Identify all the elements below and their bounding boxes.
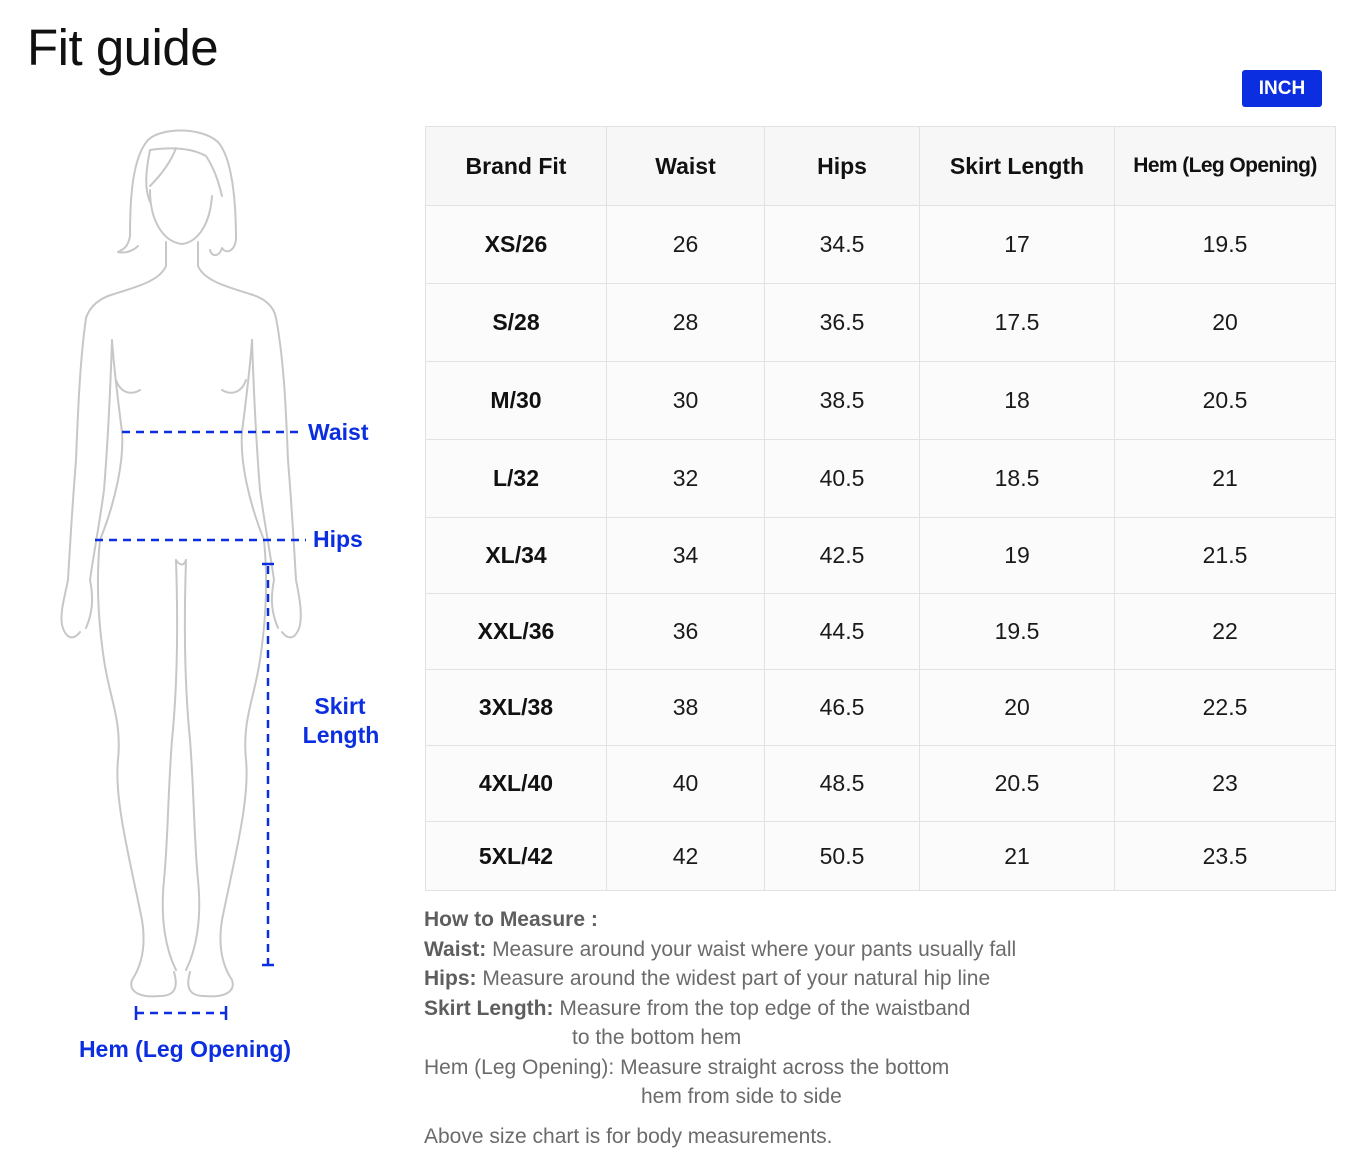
brand-fit-cell: M/30	[426, 362, 607, 440]
brand-fit-cell: XXL/36	[426, 594, 607, 670]
hips-cell: 42.5	[765, 518, 920, 594]
brand-fit-cell: S/28	[426, 284, 607, 362]
table-header-row	[426, 127, 1336, 206]
page-title: Fit guide	[27, 19, 219, 76]
skirt-length-cell: 18	[920, 362, 1115, 440]
hips-cell: 46.5	[765, 670, 920, 746]
brand-fit-cell: XS/26	[426, 206, 607, 284]
hips-instruction-label: Hips:	[424, 967, 477, 990]
table-row	[426, 822, 1336, 891]
brand-fit-cell: L/32	[426, 440, 607, 518]
table-row	[426, 670, 1336, 746]
table-row	[426, 518, 1336, 594]
table-row	[426, 746, 1336, 822]
skirt-length-cell: 19.5	[920, 594, 1115, 670]
skirt-length-instruction-text: Measure from the top edge of the waistband	[553, 996, 971, 1020]
hips-cell: 50.5	[765, 822, 920, 891]
waist-cell: 36	[607, 594, 765, 670]
skirt-length-cell: 21	[920, 822, 1115, 891]
hem-cell: 22.5	[1115, 670, 1336, 746]
waist-instruction-text: Measure around your waist where your pants usually fall	[486, 937, 1017, 961]
size-chart-table	[425, 126, 1336, 891]
hips-cell: 36.5	[765, 284, 920, 362]
table-row	[426, 362, 1336, 440]
waist-instruction-label: Waist:	[424, 937, 487, 961]
table-row	[426, 594, 1336, 670]
brand-fit-cell: 4XL/40	[426, 746, 607, 822]
waist-label: Waist	[308, 419, 369, 445]
skirt-length-label-line2: Length	[302, 722, 380, 748]
hem-cell: 23.5	[1115, 822, 1336, 891]
brand-fit-cell: 3XL/38	[426, 670, 607, 746]
hips-label: Hips	[313, 526, 363, 552]
body-figure-illustration	[0, 0, 400, 1100]
waist-cell: 42	[607, 822, 765, 891]
hem-cell: 21	[1115, 440, 1336, 518]
hem-instruction-continued: hem from side to side	[641, 1085, 842, 1108]
hem-label: Hem (Leg Opening)	[78, 1036, 292, 1062]
skirt-length-cell: 20.5	[920, 746, 1115, 822]
measurement-instructions	[424, 905, 1124, 1151]
skirt-length-cell: 17.5	[920, 284, 1115, 362]
instructions-heading: How to Measure :	[424, 908, 598, 931]
hem-instruction-label: Hem (Leg Opening):	[424, 1055, 615, 1079]
hem-cell: 21.5	[1115, 518, 1336, 594]
hips-cell: 48.5	[765, 746, 920, 822]
hem-cell: 23	[1115, 746, 1336, 822]
skirt-length-cell: 17	[920, 206, 1115, 284]
hem-cell: 22	[1115, 594, 1336, 670]
header-skirt-length: Skirt Length	[920, 127, 1115, 206]
waist-cell: 30	[607, 362, 765, 440]
skirt-length-instruction	[424, 994, 1124, 1024]
skirt-length-instruction-continued: to the bottom hem	[572, 1026, 742, 1049]
hips-cell: 40.5	[765, 440, 920, 518]
waist-cell: 26	[607, 206, 765, 284]
skirt-length-cell: 20	[920, 670, 1115, 746]
hips-cell: 44.5	[765, 594, 920, 670]
brand-fit-cell: XL/34	[426, 518, 607, 594]
waist-cell: 34	[607, 518, 765, 594]
size-chart-footnote: Above size chart is for body measurements.	[424, 1124, 833, 1148]
hem-cell: 20.5	[1115, 362, 1336, 440]
measurement-guides	[95, 432, 306, 1020]
hem-instruction-text: Measure straight across the bottom	[614, 1055, 950, 1079]
hem-cell: 19.5	[1115, 206, 1336, 284]
skirt-length-cell: 18.5	[920, 440, 1115, 518]
hips-cell: 34.5	[765, 206, 920, 284]
header-hips: Hips	[765, 127, 920, 206]
table-row	[426, 284, 1336, 362]
header-hem-leg-opening: Hem (Leg Opening)	[1115, 127, 1336, 206]
brand-fit-cell: 5XL/42	[426, 822, 607, 891]
hem-cell: 20	[1115, 284, 1336, 362]
waist-cell: 38	[607, 670, 765, 746]
skirt-length-instruction-label: Skirt Length:	[424, 996, 554, 1020]
skirt-length-label-line1: Skirt	[314, 693, 366, 719]
hips-instruction-text: Measure around the widest part of your natural hip line	[476, 967, 991, 990]
header-waist: Waist	[607, 127, 765, 206]
hips-cell: 38.5	[765, 362, 920, 440]
hips-instruction	[424, 964, 1124, 994]
table-row	[426, 440, 1336, 518]
table-row	[426, 206, 1336, 284]
waist-cell: 28	[607, 284, 765, 362]
waist-cell: 40	[607, 746, 765, 822]
skirt-length-cell: 19	[920, 518, 1115, 594]
unit-toggle-button[interactable]: INCH	[1242, 70, 1322, 107]
hem-instruction	[424, 1053, 1124, 1083]
waist-instruction	[424, 935, 1124, 965]
header-brand-fit: Brand Fit	[426, 127, 607, 206]
waist-cell: 32	[607, 440, 765, 518]
